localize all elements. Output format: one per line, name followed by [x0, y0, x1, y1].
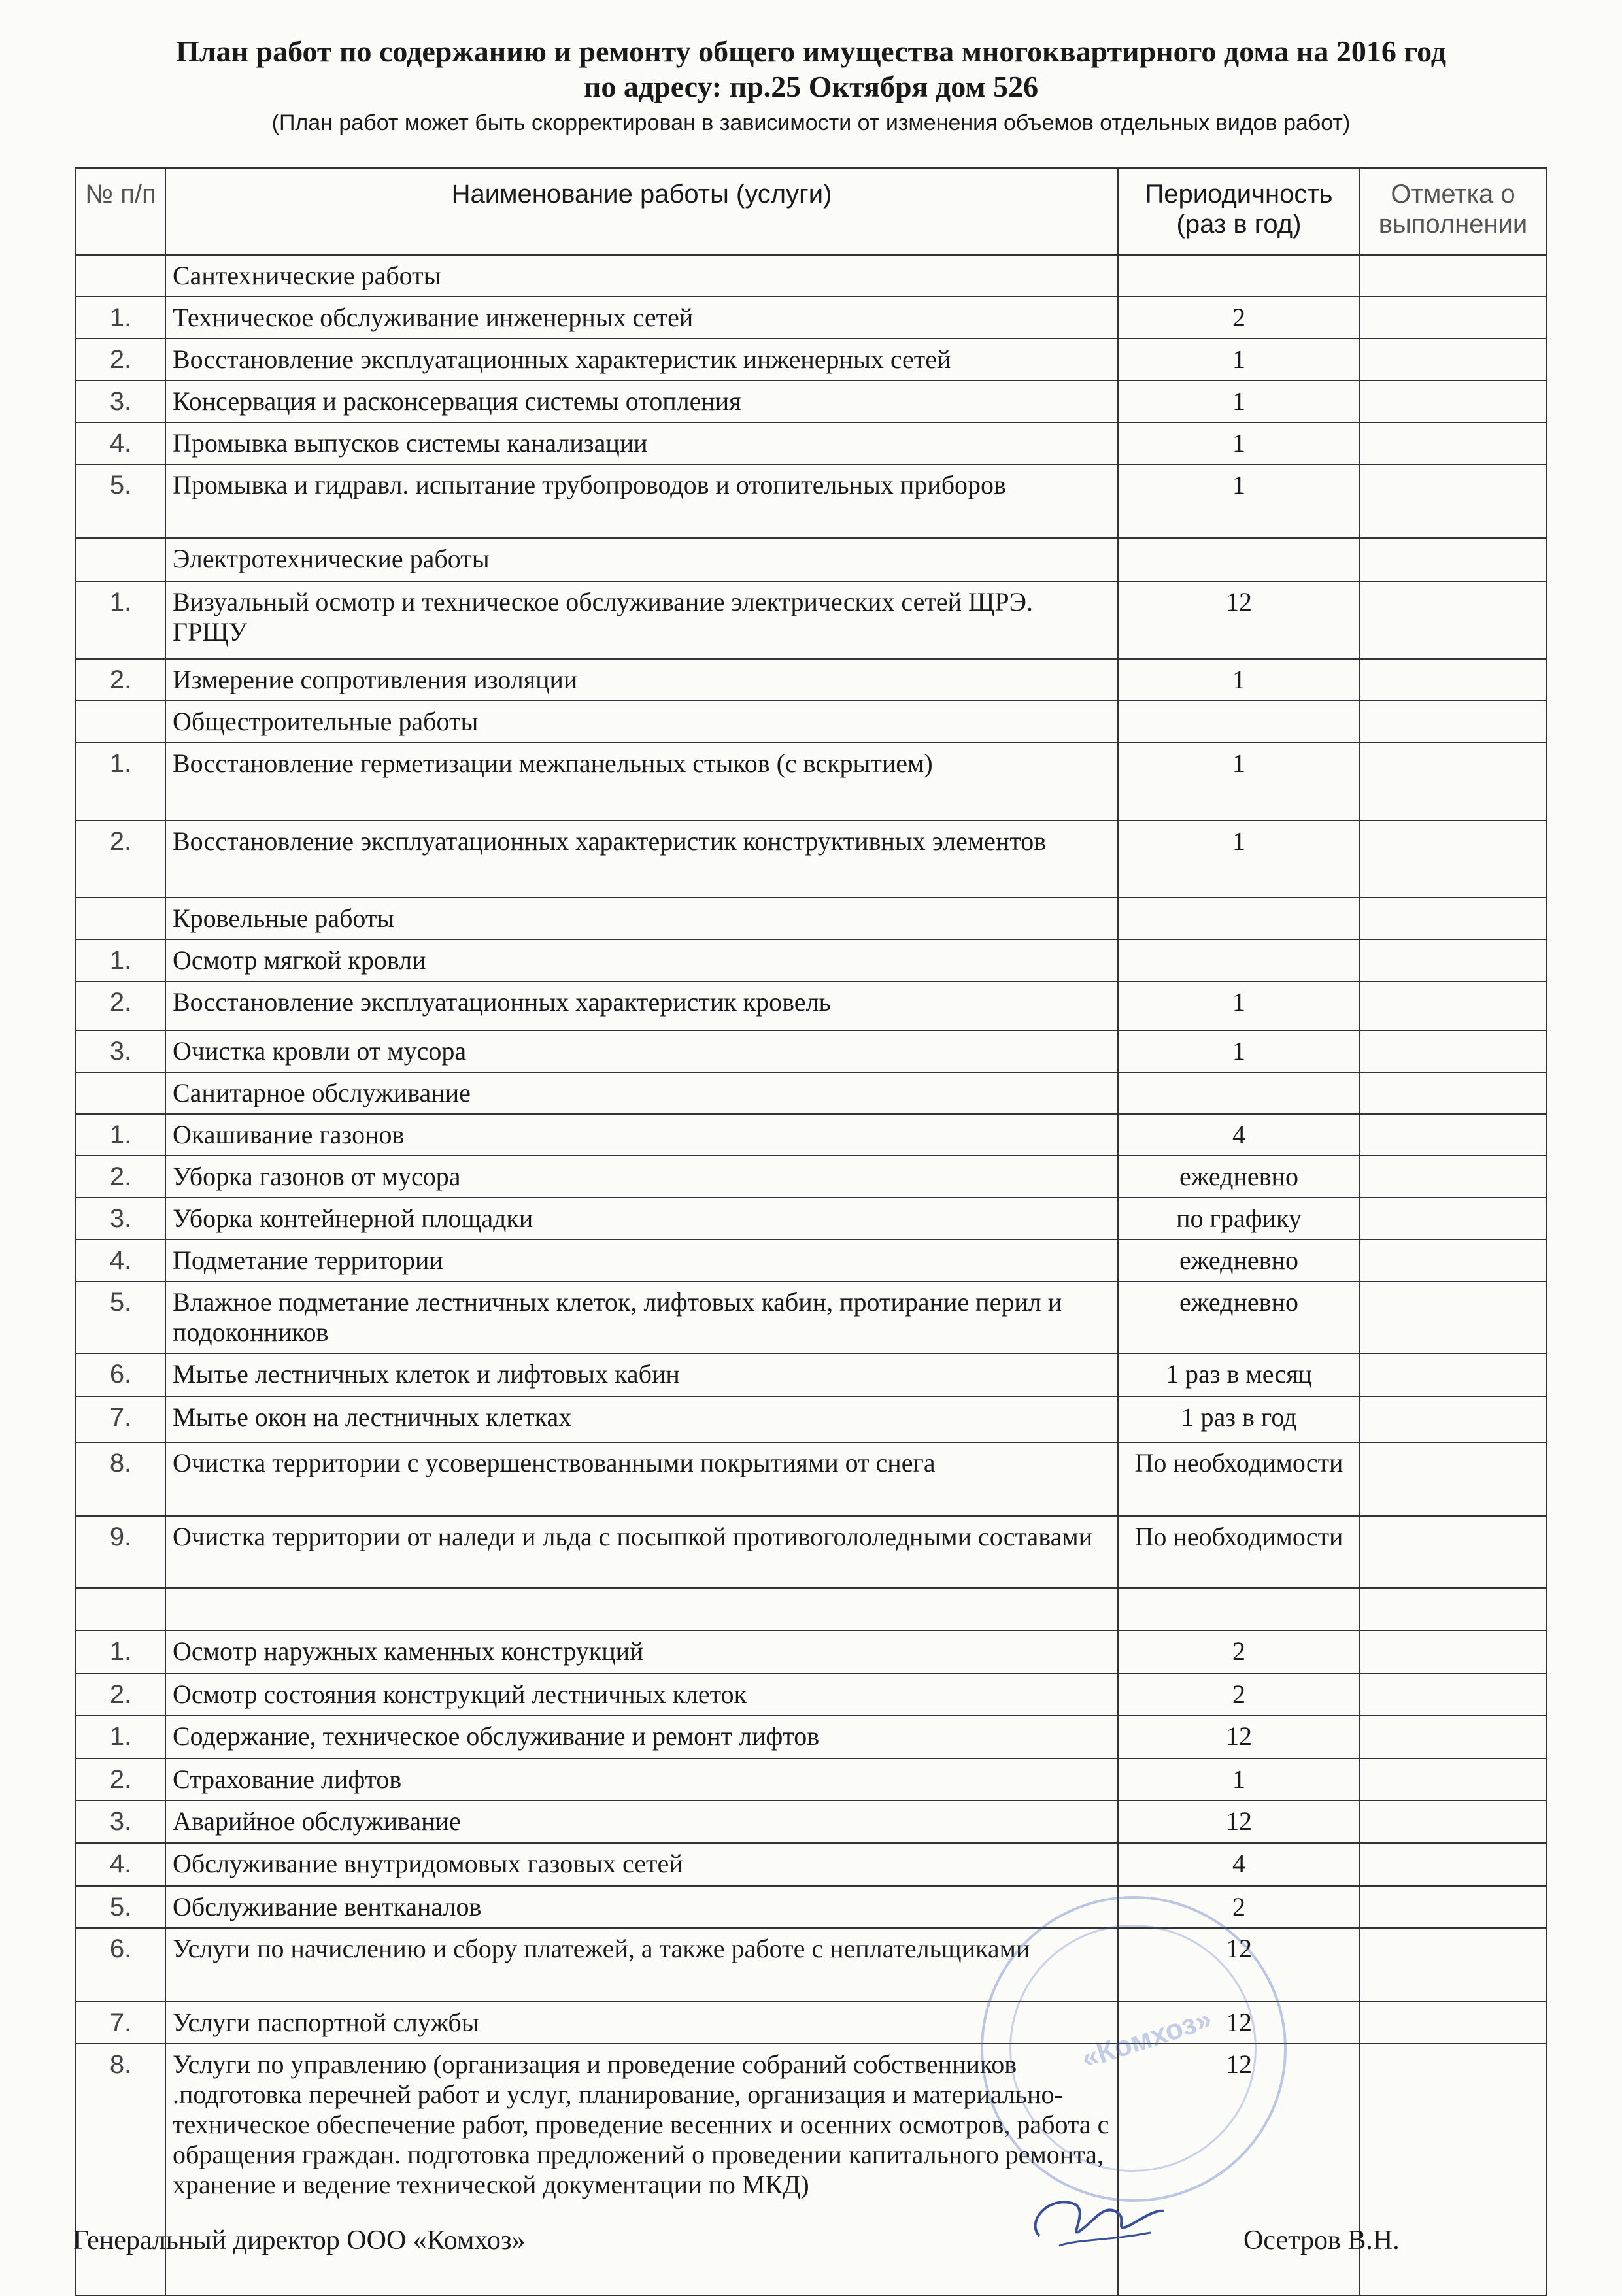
completion-mark-cell: [1360, 422, 1546, 464]
section-header-row: [76, 898, 1546, 939]
row-number: 6.: [76, 1928, 165, 2002]
periodicity-value: 2: [1118, 1630, 1360, 1674]
periodicity-value: 12: [1118, 1800, 1360, 1843]
periodicity-value: 1: [1118, 422, 1360, 464]
work-name: Влажное подметание лестничных клеток, лифтовых кабин, протирание перил и подоконников: [165, 1281, 1118, 1353]
completion-mark-cell: [1360, 2044, 1546, 2295]
table-row: [76, 1928, 1546, 2002]
completion-mark-cell: [1360, 1928, 1546, 2002]
completion-mark-cell: [1360, 1886, 1546, 1928]
completion-mark-cell: [1360, 1030, 1546, 1072]
row-number: 7.: [76, 2002, 165, 2044]
completion-mark-cell: [1360, 743, 1546, 820]
table-row: [76, 1030, 1546, 1072]
work-name: Консервация и расконсервация системы отопления: [165, 380, 1118, 422]
section-title: Санитарное обслуживание: [165, 1072, 1118, 1114]
completion-mark-cell: [1360, 1114, 1546, 1156]
work-name: Измерение сопротивления изоляции: [165, 659, 1118, 701]
periodicity-value: 12: [1118, 1928, 1360, 2002]
column-header-completion-mark: Отметка о выполнении: [1360, 168, 1546, 255]
table-row: [76, 297, 1546, 339]
work-name: Восстановление эксплуатационных характеристик кровель: [165, 981, 1118, 1030]
table-row: [76, 2002, 1546, 2044]
periodicity-value: 1: [1118, 1759, 1360, 1800]
section-header-row: [76, 1072, 1546, 1114]
row-number: 1.: [76, 1114, 165, 1156]
completion-mark-cell: [1360, 464, 1546, 538]
work-name: Очистка кровли от мусора: [165, 1030, 1118, 1072]
completion-mark-cell: [1360, 339, 1546, 380]
table-row: [76, 1198, 1546, 1240]
row-number: 5.: [76, 1281, 165, 1353]
work-name: Обслуживание внутридомовых газовых сетей: [165, 1843, 1118, 1886]
signature-mark: [1020, 2184, 1170, 2255]
completion-mark-cell: [1360, 1800, 1546, 1843]
completion-mark-cell: [1360, 1353, 1546, 1396]
row-number: 1.: [76, 1715, 165, 1759]
section-mark-cell: [1360, 255, 1546, 297]
row-number: 2.: [76, 1759, 165, 1800]
stamp-text: «Комхоз»: [1077, 2002, 1216, 2075]
row-number: 9.: [76, 1516, 165, 1588]
completion-mark-cell: [1360, 1240, 1546, 1281]
row-number: 4.: [76, 422, 165, 464]
document-title-line2: по адресу: пр.25 Октября дом 526: [583, 70, 1039, 103]
row-number: 6.: [76, 1353, 165, 1396]
work-name: Содержание, техническое обслуживание и ремонт лифтов: [165, 1715, 1118, 1759]
work-name: Восстановление эксплуатационных характеристик конструктивных элементов: [165, 820, 1118, 898]
completion-mark-cell: [1360, 1630, 1546, 1674]
work-name: Обслуживание вентканалов: [165, 1886, 1118, 1928]
table-row: [76, 1886, 1546, 1928]
table-row: [76, 981, 1546, 1030]
empty-cell: [76, 1588, 165, 1630]
table-row: [76, 1156, 1546, 1198]
section-periodicity-cell: [1118, 701, 1360, 743]
section-title: Кровельные работы: [165, 898, 1118, 939]
row-number: 1.: [76, 297, 165, 339]
table-row: [76, 1800, 1546, 1843]
periodicity-value: По необходимости: [1118, 1516, 1360, 1588]
section-header-row: [76, 701, 1546, 743]
row-number: 2.: [76, 339, 165, 380]
empty-cell: [1118, 1588, 1360, 1630]
row-number: 5.: [76, 1886, 165, 1928]
row-number: 8.: [76, 2044, 165, 2295]
periodicity-value: 4: [1118, 1114, 1360, 1156]
periodicity-value: 2: [1118, 1674, 1360, 1715]
empty-cell: [1360, 1588, 1546, 1630]
work-name: Техническое обслуживание инженерных сетей: [165, 297, 1118, 339]
section-periodicity-cell: [1118, 255, 1360, 297]
row-number: 8.: [76, 1442, 165, 1516]
company-stamp: [981, 1896, 1287, 2202]
completion-mark-cell: [1360, 380, 1546, 422]
work-name: Аварийное обслуживание: [165, 1800, 1118, 1843]
completion-mark-cell: [1360, 1281, 1546, 1353]
row-number: 1.: [76, 939, 165, 981]
table-row: [76, 339, 1546, 380]
row-number: 3.: [76, 1030, 165, 1072]
work-name: Услуги паспортной службы: [165, 2002, 1118, 2044]
completion-mark-cell: [1360, 297, 1546, 339]
work-name: Услуги по управлению (организация и проведение собраний собственников .подготовка перечней работ и услуг, планирование, организация и материально-техническое обеспечение работ, проведение весенних и осенних осмотров, работа с обращения граждан. подготовка предложений о проведении капитального ремонта, хранение и ведение технической документации по МКД): [165, 2044, 1118, 2295]
table-row: [76, 820, 1546, 898]
work-name: Мытье окон на лестничных клетках: [165, 1396, 1118, 1442]
work-name: Осмотр мягкой кровли: [165, 939, 1118, 981]
work-name: Окашивание газонов: [165, 1114, 1118, 1156]
row-number: 5.: [76, 464, 165, 538]
table-row: [76, 1281, 1546, 1353]
periodicity-value: 12: [1118, 581, 1360, 659]
row-number: 2.: [76, 1156, 165, 1198]
periodicity-value: 4: [1118, 1843, 1360, 1886]
section-number-cell: [76, 701, 165, 743]
table-row: [76, 1674, 1546, 1715]
completion-mark-cell: [1360, 1759, 1546, 1800]
table-row: [76, 1442, 1546, 1516]
section-title: Общестроительные работы: [165, 701, 1118, 743]
periodicity-value: 12: [1118, 2002, 1360, 2044]
work-name: Очистка территории с усовершенствованными покрытиями от снега: [165, 1442, 1118, 1516]
periodicity-value: [1118, 939, 1360, 981]
document-subtitle: (План работ может быть скорректирован в зависимости от изменения объемов отдельных видов работ): [271, 110, 1351, 135]
work-name: Промывка выпусков системы канализации: [165, 422, 1118, 464]
completion-mark-cell: [1360, 1198, 1546, 1240]
periodicity-value: 1: [1118, 1030, 1360, 1072]
row-number: 1.: [76, 581, 165, 659]
section-periodicity-cell: [1118, 538, 1360, 581]
work-name: Промывка и гидравл. испытание трубопроводов и отопительных приборов: [165, 464, 1118, 538]
row-number: 2.: [76, 981, 165, 1030]
periodicity-value: ежедневно: [1118, 1156, 1360, 1198]
completion-mark-cell: [1360, 659, 1546, 701]
row-number: 2.: [76, 1674, 165, 1715]
section-header-row: [76, 538, 1546, 581]
periodicity-value: 1: [1118, 743, 1360, 820]
section-header-row: [76, 255, 1546, 297]
periodicity-value: ежедневно: [1118, 1281, 1360, 1353]
table-row: [76, 1114, 1546, 1156]
table-row: [76, 1630, 1546, 1674]
row-number: 2.: [76, 659, 165, 701]
completion-mark-cell: [1360, 1396, 1546, 1442]
periodicity-value: 1: [1118, 659, 1360, 701]
section-number-cell: [76, 255, 165, 297]
empty-row: [76, 1588, 1546, 1630]
column-header-number: № п/п: [76, 168, 165, 255]
section-number-cell: [76, 538, 165, 581]
completion-mark-cell: [1360, 1674, 1546, 1715]
table-row: [76, 464, 1546, 538]
completion-mark-cell: [1360, 939, 1546, 981]
section-number-cell: [76, 1072, 165, 1114]
section-periodicity-cell: [1118, 1072, 1360, 1114]
table-row: [76, 380, 1546, 422]
work-name: Очистка территории от наледи и льда с посыпкой противогололедными составами: [165, 1516, 1118, 1588]
row-number: 1.: [76, 743, 165, 820]
row-number: 7.: [76, 1396, 165, 1442]
table-row: [76, 1396, 1546, 1442]
table-row: [76, 939, 1546, 981]
completion-mark-cell: [1360, 1715, 1546, 1759]
completion-mark-cell: [1360, 581, 1546, 659]
work-name: Мытье лестничных клеток и лифтовых кабин: [165, 1353, 1118, 1396]
row-number: 3.: [76, 380, 165, 422]
periodicity-value: 1 раз в год: [1118, 1396, 1360, 1442]
completion-mark-cell: [1360, 981, 1546, 1030]
row-number: 4.: [76, 1240, 165, 1281]
table-row: [76, 422, 1546, 464]
row-number: 2.: [76, 820, 165, 898]
table-row: [76, 1843, 1546, 1886]
periodicity-value: 2: [1118, 297, 1360, 339]
work-name: Восстановление эксплуатационных характеристик инженерных сетей: [165, 339, 1118, 380]
table-row: [76, 1353, 1546, 1396]
periodicity-value: по графику: [1118, 1198, 1360, 1240]
work-name: Визуальный осмотр и техническое обслуживание электрических сетей ЩРЭ. ГРЩУ: [165, 581, 1118, 659]
table-row: [76, 1516, 1546, 1588]
table-row: [76, 659, 1546, 701]
row-number: 1.: [76, 1630, 165, 1674]
periodicity-value: 1: [1118, 380, 1360, 422]
empty-cell: [165, 1588, 1118, 1630]
section-mark-cell: [1360, 898, 1546, 939]
work-name: Уборка контейнерной площадки: [165, 1198, 1118, 1240]
completion-mark-cell: [1360, 2002, 1546, 2044]
periodicity-value: По необходимости: [1118, 1442, 1360, 1516]
periodicity-value: 2: [1118, 1886, 1360, 1928]
work-name: Страхование лифтов: [165, 1759, 1118, 1800]
section-number-cell: [76, 898, 165, 939]
work-plan-table: [75, 167, 1547, 2296]
document-title-line1: План работ по содержанию и ремонту общего имущества многоквартирного дома на 2016 год: [175, 35, 1447, 68]
table-row: [76, 743, 1546, 820]
work-name: Уборка газонов от мусора: [165, 1156, 1118, 1198]
section-title: Сантехнические работы: [165, 255, 1118, 297]
work-name: Услуги по начислению и сбору платежей, а также работе с неплательщиками: [165, 1928, 1118, 2002]
section-mark-cell: [1360, 1072, 1546, 1114]
periodicity-value: 12: [1118, 2044, 1360, 2295]
table-row: [76, 1240, 1546, 1281]
periodicity-value: 1: [1118, 464, 1360, 538]
section-mark-cell: [1360, 538, 1546, 581]
section-title: Электротехнические работы: [165, 538, 1118, 581]
periodicity-value: 1: [1118, 981, 1360, 1030]
completion-mark-cell: [1360, 1843, 1546, 1886]
section-periodicity-cell: [1118, 898, 1360, 939]
row-number: 3.: [76, 1198, 165, 1240]
completion-mark-cell: [1360, 820, 1546, 898]
signatory-position: Генеральный директор ООО «Комхоз»: [73, 2225, 526, 2255]
completion-mark-cell: [1360, 1156, 1546, 1198]
work-name: Восстановление герметизации межпанельных стыков (с вскрытием): [165, 743, 1118, 820]
periodicity-value: 1 раз в месяц: [1118, 1353, 1360, 1396]
column-header-name: Наименование работы (услуги): [165, 168, 1118, 255]
work-name: Подметание территории: [165, 1240, 1118, 1281]
column-header-periodicity: Периодичность (раз в год): [1118, 168, 1360, 255]
table-row: [76, 1759, 1546, 1800]
periodicity-value: 12: [1118, 1715, 1360, 1759]
periodicity-value: ежедневно: [1118, 1240, 1360, 1281]
table-header-row: [76, 168, 1546, 255]
periodicity-value: 1: [1118, 820, 1360, 898]
work-name: Осмотр наружных каменных конструкций: [165, 1630, 1118, 1674]
table-row: [76, 2044, 1546, 2295]
row-number: 4.: [76, 1843, 165, 1886]
completion-mark-cell: [1360, 1516, 1546, 1588]
completion-mark-cell: [1360, 1442, 1546, 1516]
row-number: 3.: [76, 1800, 165, 1843]
work-name: Осмотр состояния конструкций лестничных клеток: [165, 1674, 1118, 1715]
section-mark-cell: [1360, 701, 1546, 743]
signatory-name: Осетров В.Н.: [1243, 2225, 1400, 2255]
table-row: [76, 1715, 1546, 1759]
table-row: [76, 581, 1546, 659]
periodicity-value: 1: [1118, 339, 1360, 380]
